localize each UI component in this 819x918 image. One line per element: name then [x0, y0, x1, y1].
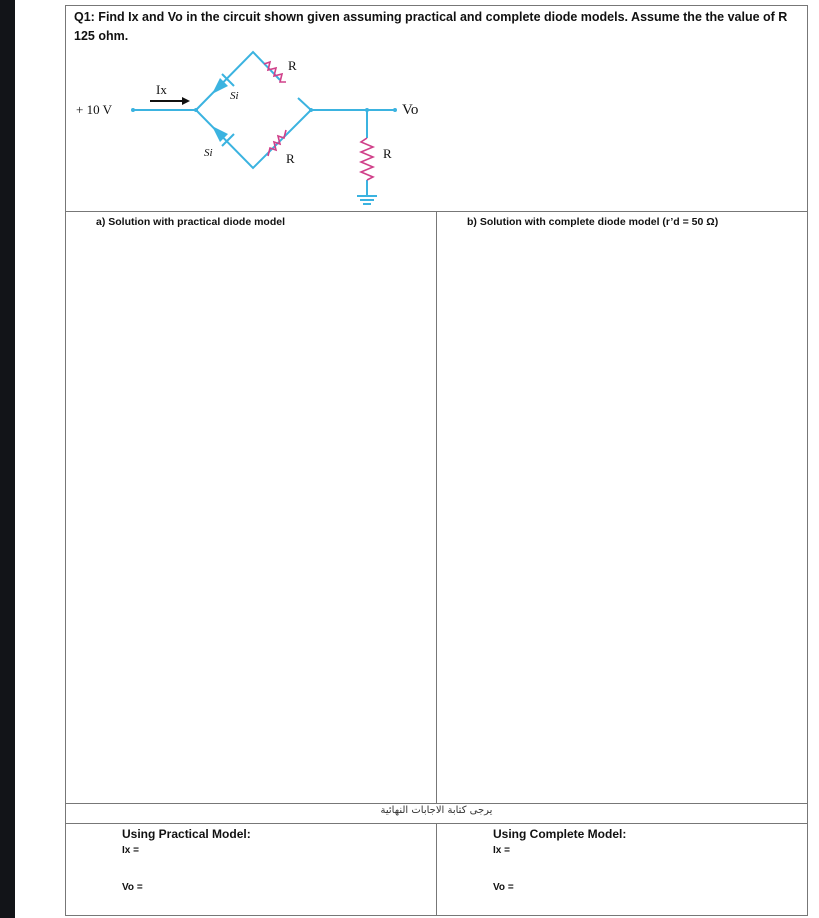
- current-label: Ix: [156, 82, 167, 97]
- diode1-label: Si: [230, 90, 239, 102]
- arrow-icon: [182, 97, 190, 105]
- answer-left-cell[interactable]: [65, 823, 437, 916]
- practical-vo: Vo =: [122, 882, 143, 893]
- solution-a-cell[interactable]: [65, 211, 437, 804]
- question-text: Q1: Find Ix and Vo in the circuit shown given assuming practical and complete diode models. Assume the the value of R 125 ohm.: [74, 10, 788, 43]
- source-label: + 10 V: [76, 102, 112, 117]
- r-top-label: R: [288, 58, 297, 73]
- resistor-icons: [264, 62, 373, 180]
- practical-ix: Ix =: [122, 845, 139, 856]
- complete-vo: Vo =: [493, 882, 514, 893]
- diode-icons: [212, 78, 228, 142]
- part-b-heading: b) Solution with complete diode model (r’d = 50 Ω): [467, 216, 719, 228]
- part-a-heading: a) Solution with practical diode model: [96, 216, 286, 228]
- complete-ix: Ix =: [493, 845, 510, 856]
- solution-b-cell[interactable]: [436, 211, 808, 804]
- diode2-label: Si: [204, 147, 213, 159]
- arabic-note: يرجى كتابة الاجابات النهائية: [380, 805, 493, 816]
- r-bottom-label: R: [286, 151, 295, 166]
- r-load-label: R: [383, 146, 392, 161]
- complete-title: Using Complete Model:: [493, 827, 627, 841]
- practical-title: Using Practical Model:: [122, 827, 251, 841]
- vo-label: Vo: [402, 102, 419, 118]
